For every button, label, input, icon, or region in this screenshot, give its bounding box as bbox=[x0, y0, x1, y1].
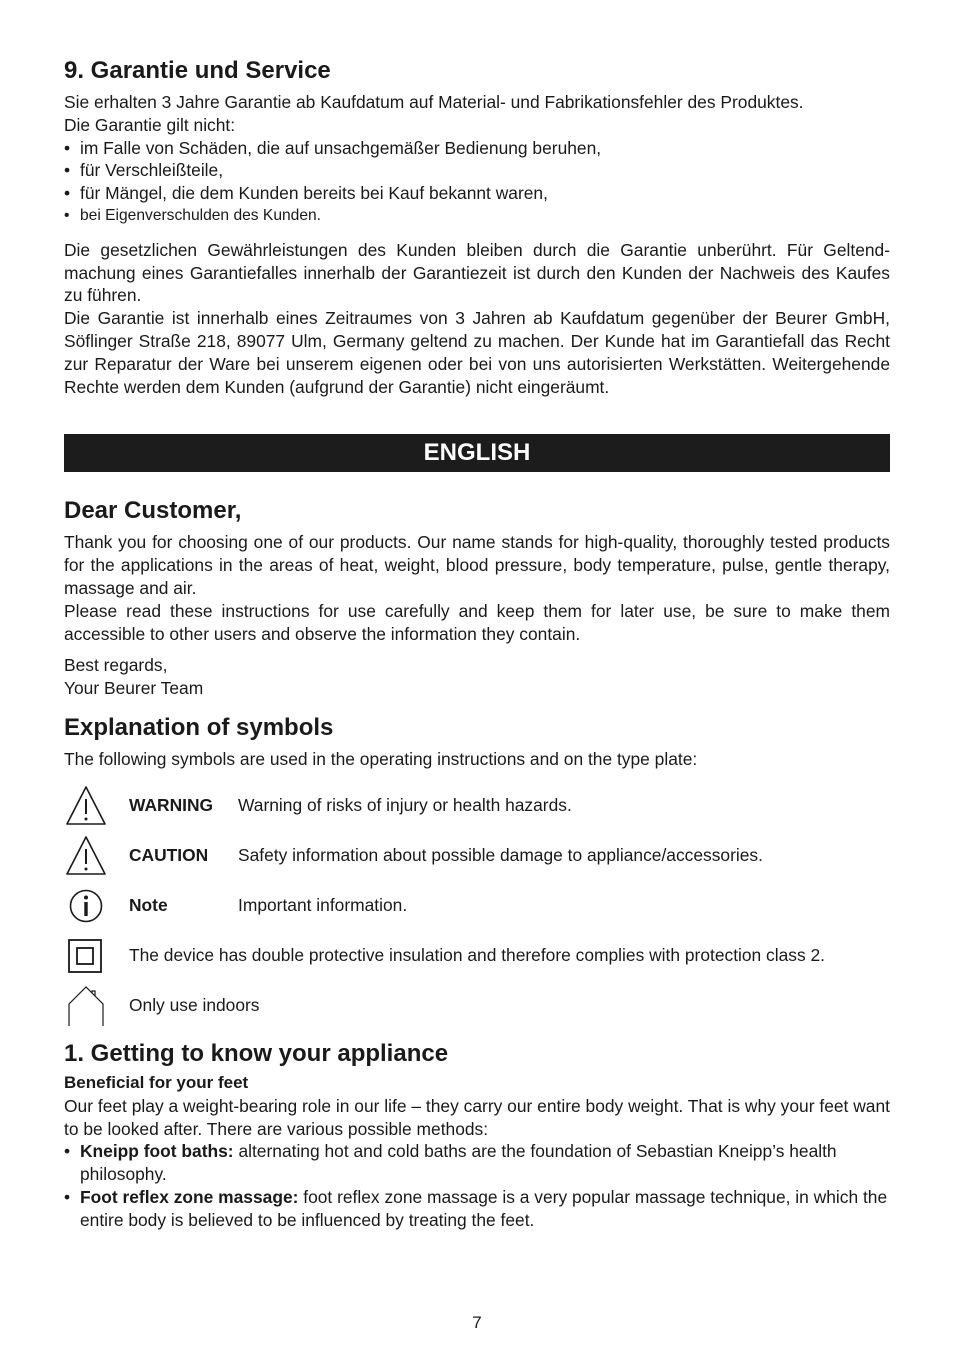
list-item bbox=[64, 1140, 890, 1186]
symbol-row-double-insulation bbox=[64, 931, 890, 981]
symbols-intro: The following symbols are used in the operating instructions and on the type plate: bbox=[64, 748, 698, 769]
garantie-paragraph: Die gesetzlichen Gewährleistungen des Kunden bleiben durch die Garantie unberührt. Für Geltend-machung eines Garantiefalles innerhalb der Garantiezeit ist durch den Kunden der Nachweis des Kaufes zu führen. bbox=[64, 239, 890, 306]
symbol-description: Only use indoors bbox=[129, 995, 260, 1016]
language-banner: ENGLISH bbox=[64, 434, 890, 472]
list-item: • im Falle von Schäden, die auf unsachgemäßer Bedienung beruhen, bbox=[64, 137, 890, 160]
list-item: • für Mängel, die dem Kunden bereits bei Kauf bekannt waren, bbox=[64, 182, 890, 205]
info-icon bbox=[64, 884, 108, 928]
appliance-paragraph: Our feet play a weight-bearing role in our life – they carry our entire body weight. That is why your feet want to be looked after. There are various possible methods: bbox=[64, 1095, 890, 1139]
section-heading-dear-customer: Dear Customer, bbox=[64, 497, 242, 525]
symbol-label: CAUTION bbox=[129, 845, 209, 866]
page-content bbox=[64, 56, 890, 1232]
symbol-label: Note bbox=[129, 895, 168, 916]
garantie-intro: Sie erhalten 3 Jahre Garantie ab Kaufdatum auf Material- und Fabrikationsfehler des Produktes. bbox=[64, 92, 804, 112]
page-number: 7 bbox=[472, 1313, 482, 1332]
list-item bbox=[64, 1186, 890, 1232]
garantie-bullet-list bbox=[64, 137, 890, 228]
list-item-text: foot reflex zone massage is a very popular massage technique, in which the entire body is believed to be influenced by treating the feet. bbox=[80, 1186, 888, 1230]
subheading-feet: Beneficial for your feet bbox=[64, 1072, 249, 1092]
symbol-label: WARNING bbox=[129, 795, 214, 816]
garantie-paragraph: Die Garantie ist innerhalb eines Zeitraumes von 3 Jahren ab Kaufdatum gegenüber der Beurer GmbH, Söflinger Straße 218, 89077 Ulm, Germany geltend zu machen. Der Kunde hat im Garantiefall das Recht zur Reparatur der Ware bei unserem eigenen oder bei von uns autorisierten Werkstätten. Weitergehende Rechte werden dem Kunden (aufgrund der Garantie) nicht eingeräumt. bbox=[64, 308, 890, 397]
symbol-row-caution bbox=[64, 831, 890, 881]
intro-paragraph: Thank you for choosing one of our products. Our name stands for high-quality, thoroughly tested products for the applications in the areas of heat, weight, blood pressure, body temperature, pulse, gentle therapy, massage and air. bbox=[64, 532, 890, 598]
list-item-term: Kneipp foot baths: bbox=[80, 1141, 234, 1162]
intro-paragraph: Please read these instructions for use carefully and keep them for later use, be sure to make them accessible to other users and observe the information they contain. bbox=[64, 600, 890, 644]
section-heading-appliance: 1. Getting to know your appliance bbox=[64, 1039, 449, 1067]
house-icon bbox=[64, 984, 108, 1028]
double-insulation-icon bbox=[64, 934, 108, 978]
symbol-description: The device has double protective insulation and therefore complies with protection class 2. bbox=[129, 945, 826, 966]
symbol-row-warning bbox=[64, 781, 890, 831]
regards-text: Best regards, bbox=[64, 655, 168, 676]
symbol-row-indoors bbox=[64, 981, 890, 1031]
symbol-description: Warning of risks of injury or health hazards. bbox=[238, 795, 572, 816]
symbol-description: Safety information about possible damage to appliance/accessories. bbox=[238, 845, 763, 866]
garantie-not-valid: Die Garantie gilt nicht: bbox=[64, 114, 236, 135]
symbol-description: Important information. bbox=[238, 895, 408, 916]
list-item: • für Verschleißteile, bbox=[64, 159, 890, 182]
warning-triangle-icon bbox=[64, 784, 108, 828]
section-heading-garantie: 9. Garantie und Service bbox=[64, 57, 331, 84]
symbol-row-note bbox=[64, 881, 890, 931]
warning-triangle-icon bbox=[64, 834, 108, 878]
list-item-term: Foot reflex zone massage: bbox=[80, 1186, 299, 1207]
appliance-bullet-list bbox=[64, 1140, 890, 1231]
list-item-text: alternating hot and cold baths are the foundation of Sebastian Kneipp’s health philosophy. bbox=[80, 1141, 837, 1185]
list-item: • bei Eigenverschulden des Kunden. bbox=[64, 205, 890, 228]
team-signature: Your Beurer Team bbox=[64, 678, 204, 699]
symbols-list bbox=[64, 781, 890, 1031]
section-heading-symbols: Explanation of symbols bbox=[64, 713, 334, 741]
